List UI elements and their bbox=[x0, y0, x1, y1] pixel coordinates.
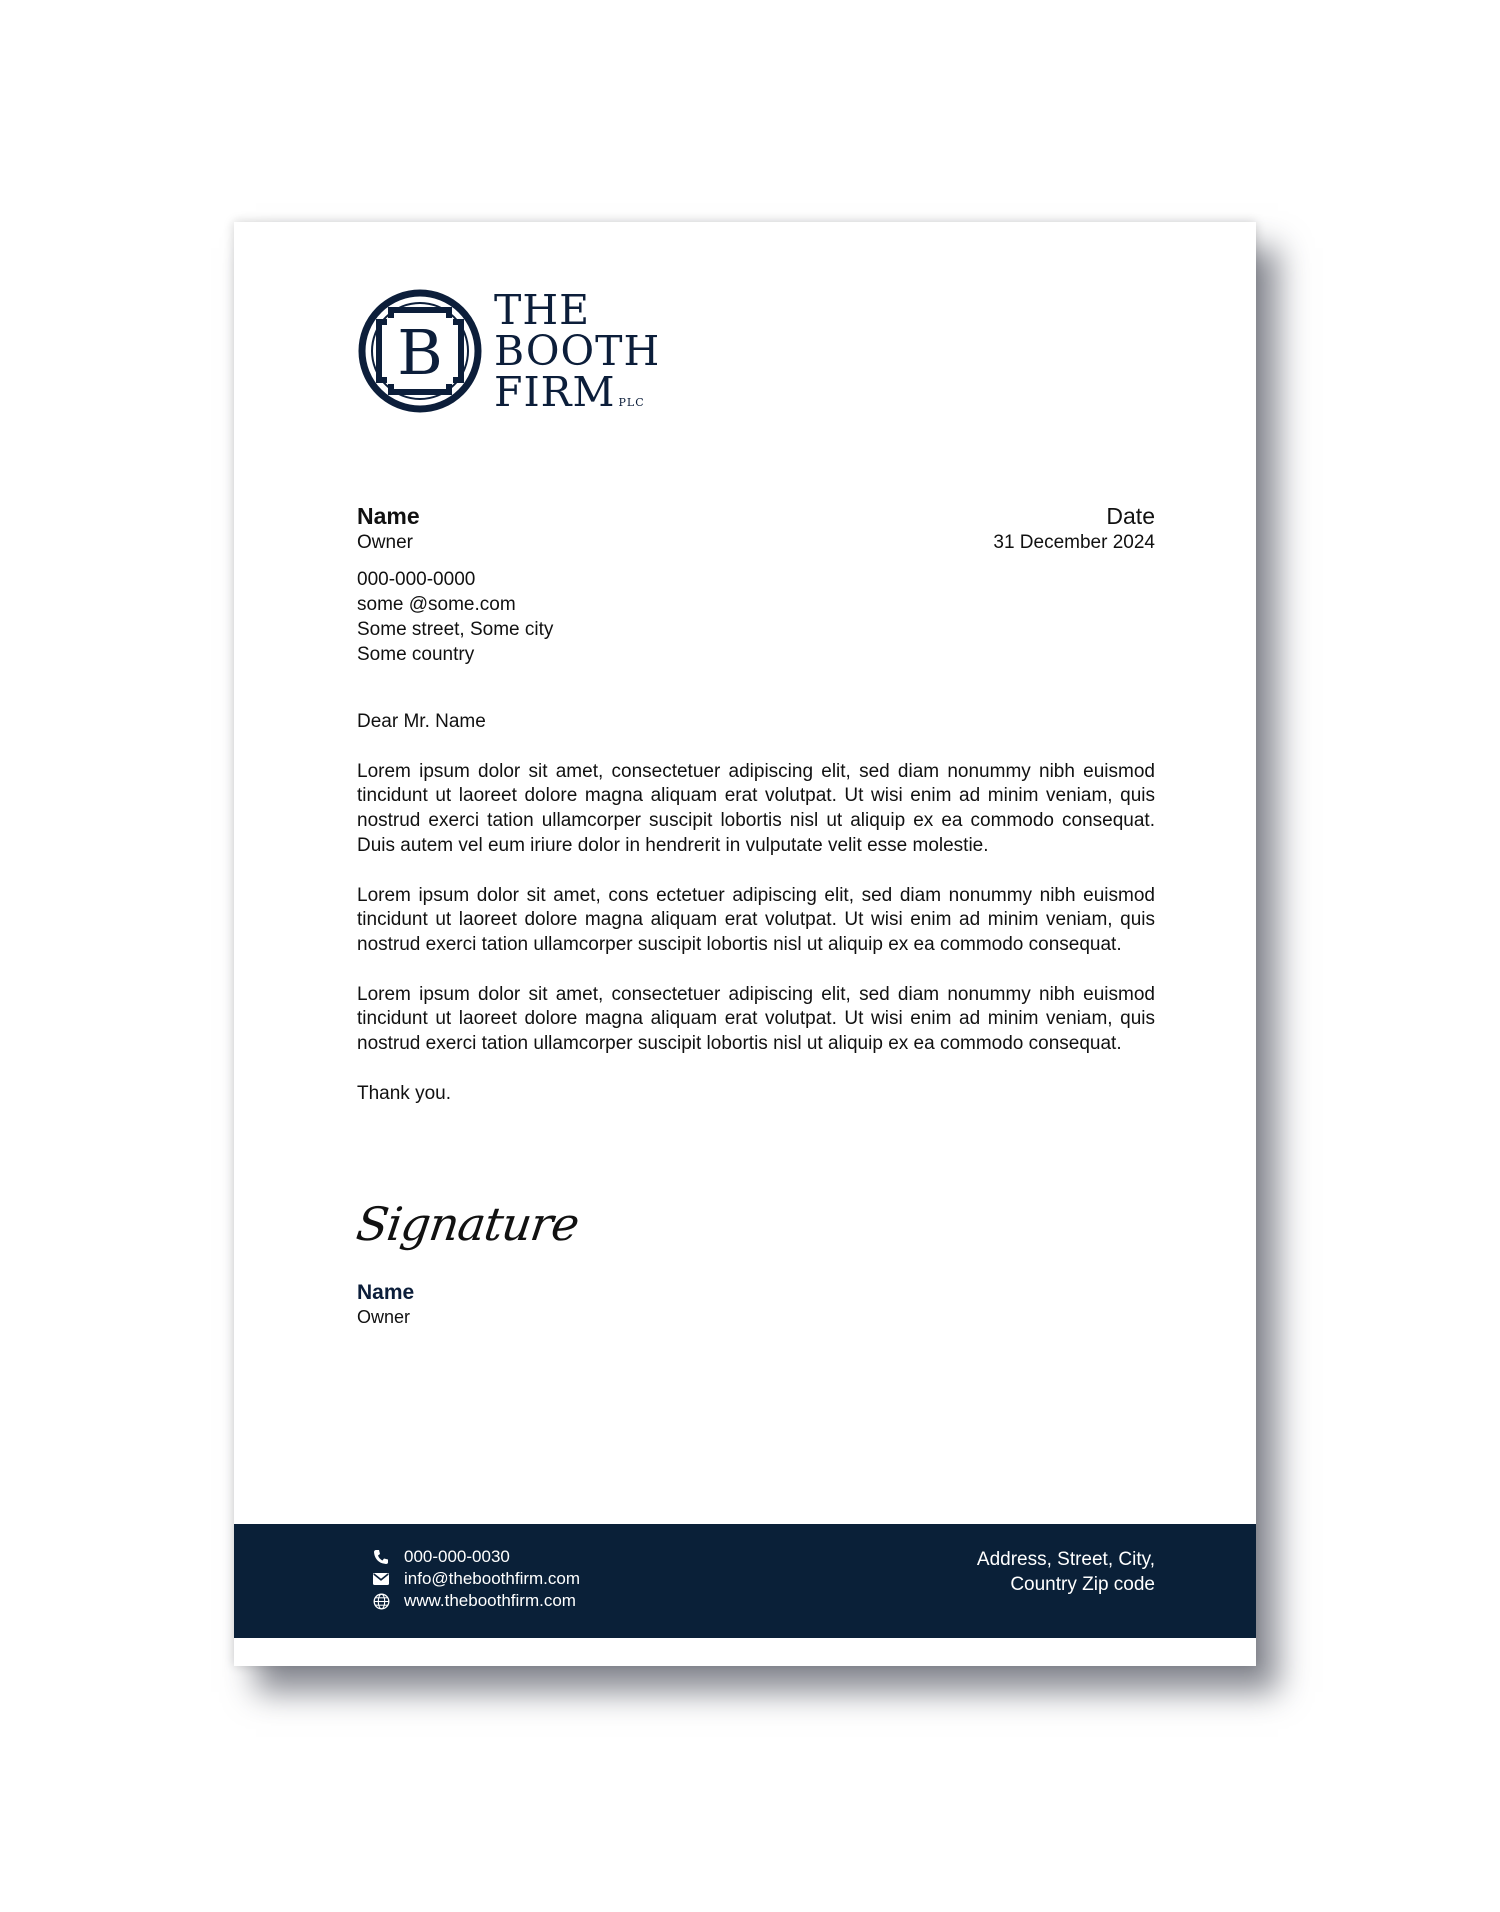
logo-suffix: PLC bbox=[618, 396, 645, 409]
paragraph: Lorem ipsum dolor sit amet, cons ectetuer adipiscing elit, sed diam nonummy nibh euismod tincidunt ut laoreet dolore magna aliquam erat volutpat. Ut wisi enim ad minim veniam, quis nostrud exerci tation ullamcorper suscipit lobortis nisl ut aliquip ex ea commodo consequat. bbox=[357, 884, 1155, 955]
footer-address-line-2: Country Zip code bbox=[1010, 1574, 1155, 1595]
sender-contact bbox=[357, 567, 553, 667]
date-block bbox=[993, 502, 1155, 555]
letterhead-page bbox=[234, 222, 1256, 1666]
logo-line-1: THE bbox=[494, 286, 591, 334]
footer-bar bbox=[234, 1524, 1256, 1638]
closing: Thank you. bbox=[357, 1082, 451, 1104]
monogram-seal-icon bbox=[357, 288, 483, 414]
footer-contacts bbox=[372, 1546, 580, 1612]
globe-icon bbox=[372, 1592, 390, 1610]
logo-line-3: FIRM PLC bbox=[494, 368, 645, 416]
footer-email: info@theboothfirm.com bbox=[404, 1569, 581, 1588]
footer-email-row bbox=[372, 1568, 580, 1590]
letter-body bbox=[357, 710, 1155, 1131]
signer-name: Name bbox=[357, 1281, 415, 1304]
sender-street: Some street, Some city bbox=[357, 619, 554, 640]
monogram-letter: B bbox=[397, 316, 443, 389]
sender-block bbox=[357, 502, 553, 667]
phone-icon bbox=[372, 1548, 390, 1566]
signature: Signature bbox=[353, 1197, 582, 1251]
footer-address-line-1: Address, Street, City, bbox=[976, 1549, 1155, 1570]
signer-block bbox=[357, 1280, 414, 1330]
sender-title: Owner bbox=[357, 532, 413, 553]
footer-website: www.theboothfirm.com bbox=[404, 1591, 576, 1610]
mail-icon bbox=[372, 1570, 390, 1588]
sender-email: some @some.com bbox=[357, 594, 516, 615]
sender-phone: 000-000-0000 bbox=[357, 569, 476, 590]
logo-wordmark bbox=[494, 286, 661, 423]
greeting: Dear Mr. Name bbox=[357, 711, 486, 732]
footer-web-row bbox=[372, 1590, 580, 1612]
signer-title: Owner bbox=[357, 1307, 411, 1327]
date-value: 31 December 2024 bbox=[993, 532, 1155, 553]
logo-line-2: BOOTH bbox=[494, 327, 661, 375]
company-logo bbox=[357, 288, 667, 418]
paragraph: Lorem ipsum dolor sit amet, consectetuer adipiscing elit, sed diam nonummy nibh euismod tincidunt ut laoreet dolore magna aliquam erat volutpat. Ut wisi enim ad minim veniam, quis nostrud exerci tation ullamcorper suscipit lobortis nisl ut aliquip ex ea commodo consequat. bbox=[357, 983, 1155, 1055]
sender-name: Name bbox=[357, 503, 420, 529]
footer-phone-row bbox=[372, 1546, 580, 1568]
date-label: Date bbox=[1106, 503, 1155, 529]
footer-phone: 000-000-0030 bbox=[404, 1547, 510, 1566]
footer-address bbox=[977, 1547, 1155, 1597]
sender-country: Some country bbox=[357, 644, 475, 665]
paragraph: Lorem ipsum dolor sit amet, consectetuer adipiscing elit, sed diam nonummy nibh euismod tincidunt ut laoreet dolore magna aliquam erat volutpat. Ut wisi enim ad minim veniam, quis nostrud exerci tation ullamcorper suscipit lobortis nisl ut aliquip ex ea commodo consequat. Duis autem vel eum iriure dolor in hendrerit in vulputate velit esse molestie. bbox=[357, 760, 1155, 856]
